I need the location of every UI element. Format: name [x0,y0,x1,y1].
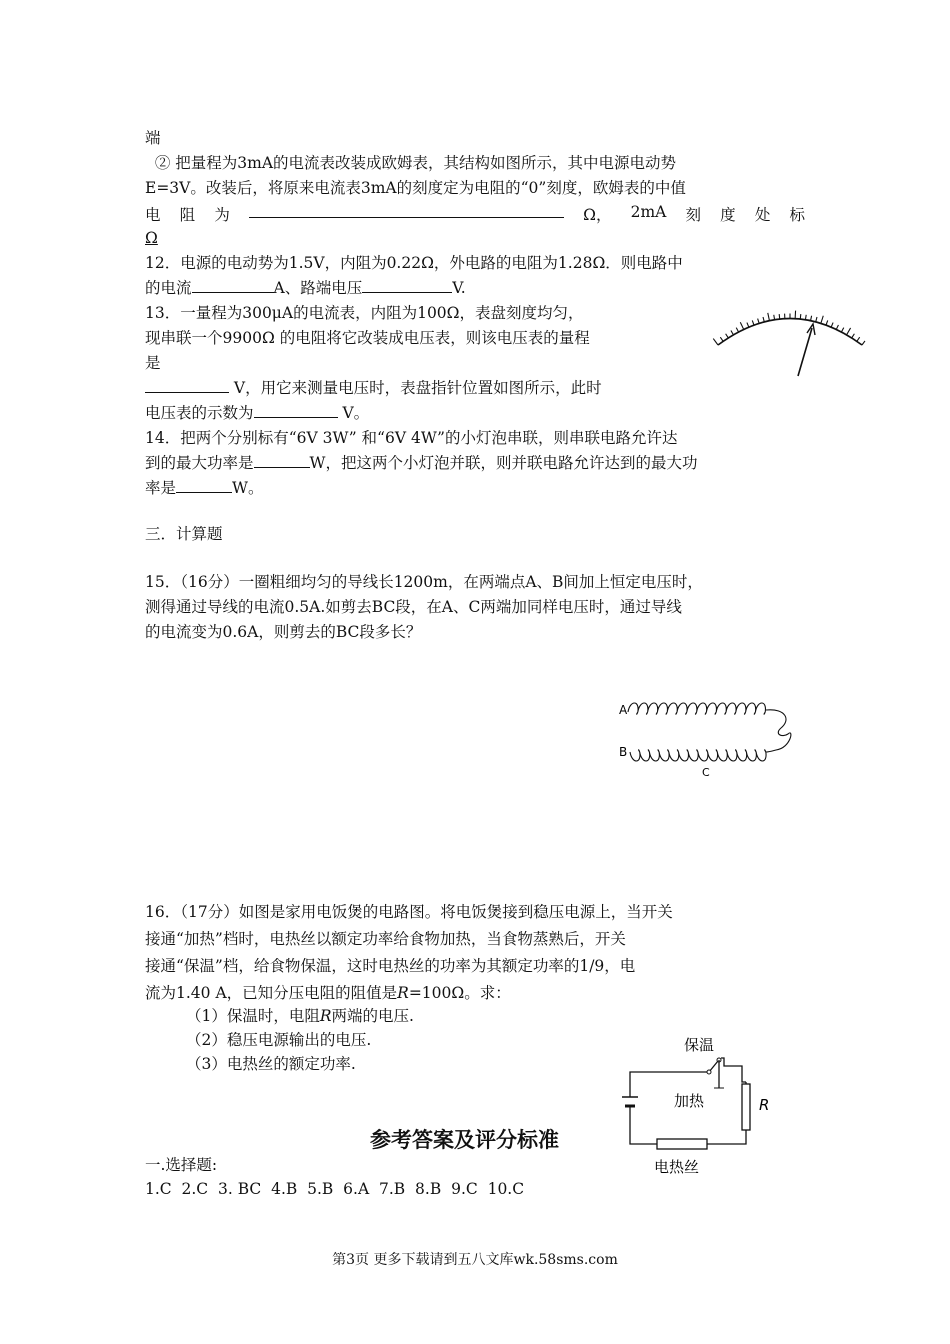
symbol-r: R [397,984,409,1002]
dial-tick [774,315,775,320]
q16-line2: 接通“加热”档时，电热丝以额定功率给食物加热，当食物蒸熟后，开关 [145,930,626,948]
text: Ω， [583,206,612,224]
q15-line1: 15．（16分）一圈粗细均匀的导线长1200m，在两端点A、B间加上恒定电压时， [145,573,703,591]
dial-tick [758,319,760,324]
text: 到的最大功率是 [145,454,254,472]
answer-title: 参考答案及评分标准 [370,1128,559,1152]
text: 2mA [630,203,667,221]
resistor-label: R [759,1096,770,1114]
answer-blank [176,478,232,493]
q16-sub3: （3）电热丝的额定功率. [186,1055,356,1073]
q15-line3: 的电流变为0.6A，则剪去的BC段多长？ [145,623,422,641]
page-footer: 第3页 更多下载请到五八文库wk.58sms.com [332,1252,618,1268]
heater-label: 电热丝 [654,1158,700,1176]
text: V，用它来测量电压时，表盘指针位置如图所示，此时 [229,379,602,397]
text: 的电流 [145,279,192,297]
text: 度 [720,206,736,224]
text: =100Ω。求： [408,984,511,1002]
dial-tick [800,314,801,319]
dial-tick [821,316,823,324]
dial-tick [805,315,806,320]
dial-tick [768,313,770,321]
answers-heading: 一.选择题: [145,1156,218,1174]
q16-sub1 [186,1006,414,1026]
q11-line0: 端 [145,129,161,147]
text: （1）保温时，电阻 [186,1007,320,1025]
text: 两端的电压. [331,1007,414,1025]
section-heading: 三．计算题 [145,525,223,543]
meter-dial-figure [712,298,872,382]
answer-blank [249,203,564,218]
text: 电压表的示数为 [145,404,254,422]
text: 阻 [179,206,196,224]
dial-tick [736,328,738,332]
dial-tick [857,337,860,341]
answer-blank [254,453,310,468]
text: A、路端电压 [273,279,363,297]
text: 处 [754,206,771,224]
dial-tick [713,339,718,345]
q12-line1: 12．电源的电动势为1.5V，内阻为0.22Ω，外电路的电阻为1.28Ω．则电路中 [145,254,683,272]
q14-line1: 14．把两个分别标有“6V 3W” 和“6V 4W”的小灯泡串联，则串联电路允许达 [145,429,678,447]
text: 为 [214,206,230,224]
dial-tick [811,316,812,321]
point-c-label: C [702,766,710,779]
text: 流为1.40 A，已知分压电阻的阻值是 [145,984,398,1002]
text: 刻 [685,206,702,224]
q11-line2: E=3V。改装后，将原来电流表3mA的刻度定为电阻的“0”刻度，欧姆表的中值 [145,179,686,197]
dial-tick [747,323,749,328]
dial-tick [752,320,754,325]
wire-coil-figure [616,690,796,780]
q16-line1: 16．（17分）如图是家用电饭煲的电路图。将电饭煲接到稳压电源上，当开关 [145,903,673,921]
q16-line4 [145,983,511,1003]
dial-tick [816,317,817,322]
text: W，把这两个小灯泡并联，则并联电路允许达到的最大功 [309,454,698,472]
q16-sub2: （2）稳压电源输出的电压. [186,1031,372,1049]
keep-warm-label: 保温 [684,1036,715,1054]
dial-tick [831,323,833,328]
point-b-label: B [619,745,628,759]
answer-blank [254,403,338,418]
dial-tick [731,331,734,335]
dial-tick [836,325,838,330]
q12-line2 [145,278,466,298]
dial-tick [763,317,764,322]
text: V。 [337,404,370,422]
q13-line2: 现串联一个9900Ω 的电阻将它改装成电压表，则该电压表的量程 [145,329,590,347]
rice-cooker-circuit-figure [614,1032,784,1182]
dial-tick [826,320,828,325]
text: 标 [789,206,805,224]
q13-line4 [145,378,602,398]
q13-line1: 13．一量程为300μA的电流表，内阻为100Ω，表盘刻度均匀， [145,304,584,322]
q14-line3 [145,478,263,498]
dial-tick [841,328,843,332]
dial-tick [726,334,729,338]
answer-blank [362,278,452,293]
q11-line1: ② 把量程为3mA的电流表改装成欧姆表，其结构如图所示，其中电源电动势 [145,154,677,172]
text: W。 [232,479,264,497]
dial-tick [862,341,865,345]
dial-tick [847,328,851,335]
text: 率是 [145,479,177,497]
answer-blank [192,278,274,293]
q11-line3 [145,203,805,225]
symbol-r: R [319,1007,332,1025]
answers-line: 1.C 2.C 3. BC 4.B 5.B 6.A 7.B 8.B 9.C 10.C [145,1180,525,1198]
q15-line2: 测得通过导线的电流0.5A.如剪去BC段，在A、C两端加同样电压时，通过导线 [145,598,682,616]
dial-tick [779,314,780,319]
text: V. [452,279,466,297]
dial-tick [852,334,855,338]
dial-tick [740,322,743,329]
q16-line3: 接通“保温”档，给食物保温，这时电热丝的功率为其额定功率的1/9，电 [145,957,636,975]
answer-blank [145,378,229,393]
heat-label: 加热 [674,1092,705,1110]
text: 电 [145,206,161,224]
dial-tick [720,337,723,341]
q13-line5 [145,403,369,423]
q13-line3: 是 [145,354,161,372]
q14-line2 [145,453,697,473]
q11-line4: Ω [145,229,158,247]
point-a-label: A [619,703,628,717]
